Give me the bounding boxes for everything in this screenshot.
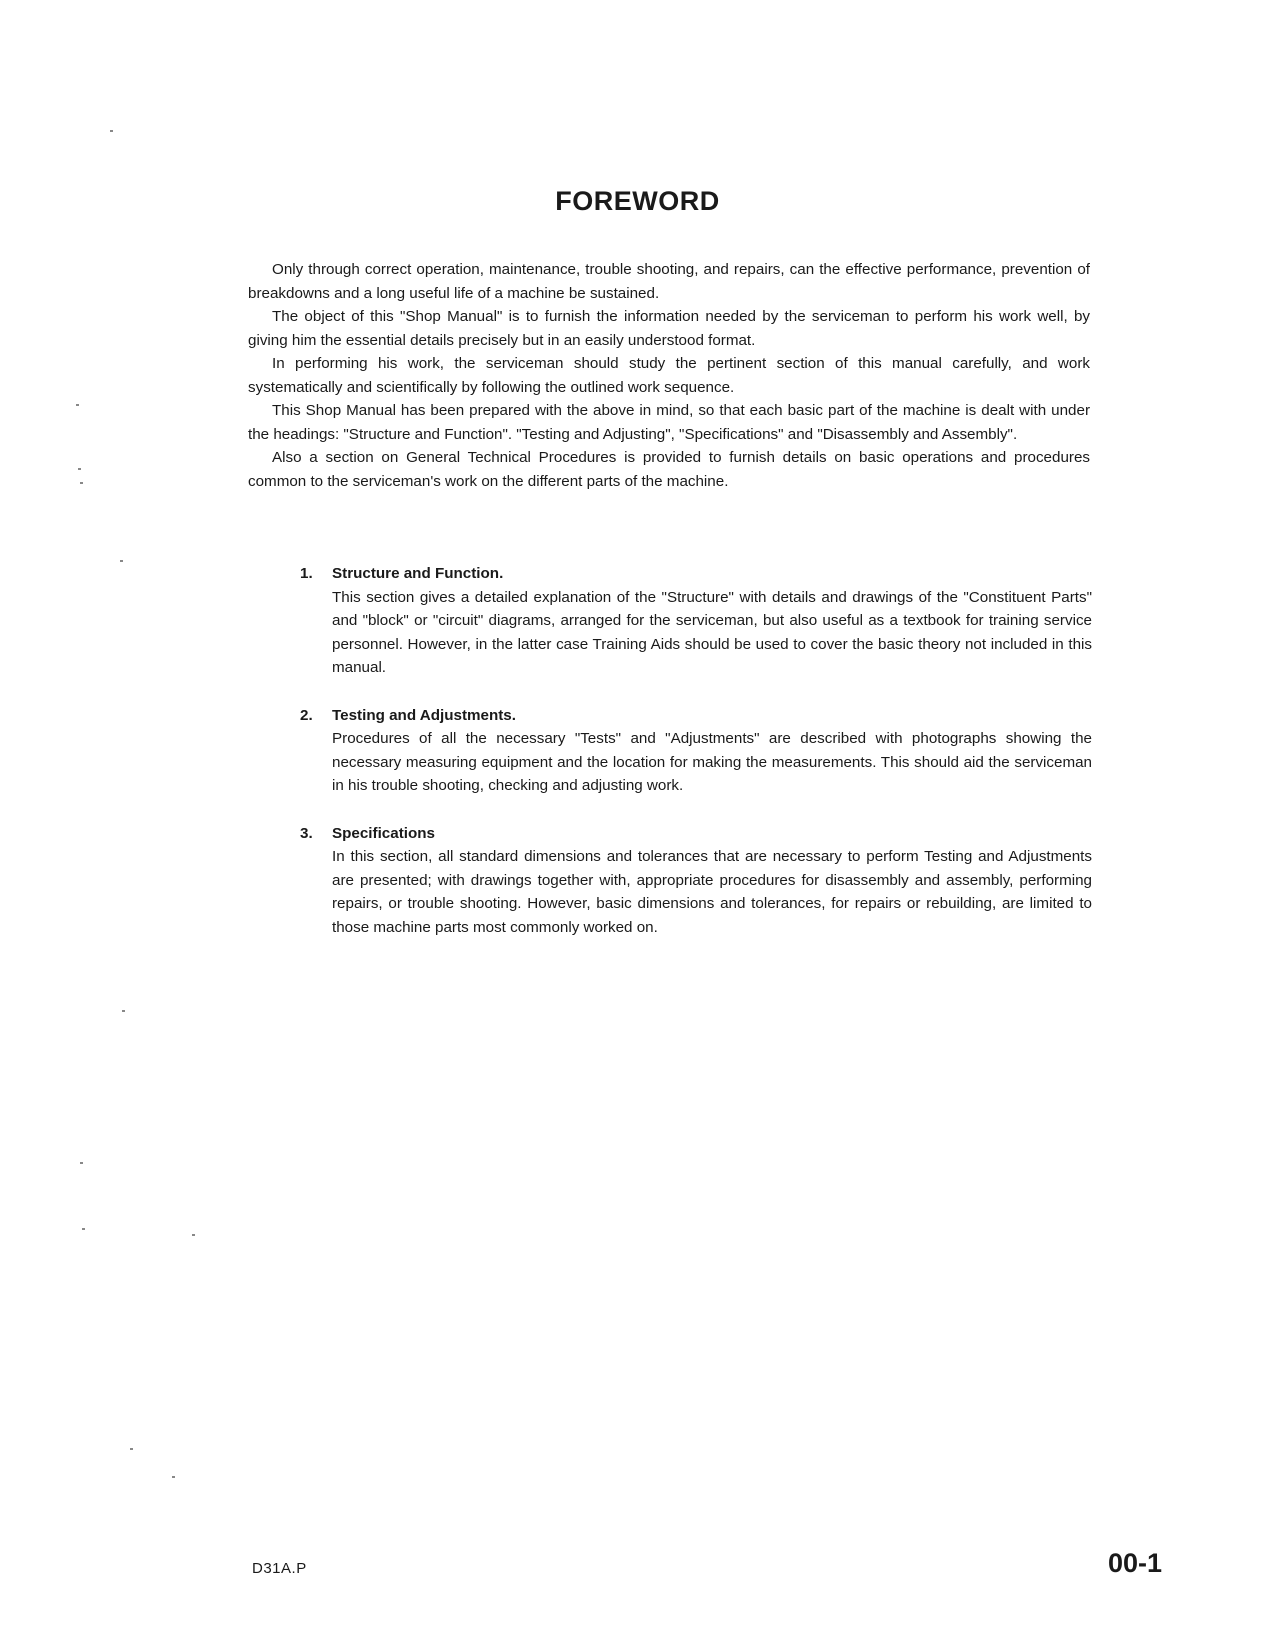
intro-paragraph: Only through correct operation, maintenance, trouble shooting, and repairs, can the effective performance, prevention of breakdowns and a long useful life of a machine be sustained. <box>248 261 1090 302</box>
scan-speck <box>78 468 81 470</box>
section-number: 2. <box>300 706 313 724</box>
intro-paragraph: In performing his work, the serviceman should study the pertinent section of this manual carefully, and work systematically and scientifically by following the outlined work sequence. <box>248 355 1090 396</box>
model-code: D31A.P <box>252 1560 307 1577</box>
section-heading <box>300 562 1092 586</box>
scan-speck <box>130 1448 133 1450</box>
scan-speck <box>76 404 79 406</box>
section-heading <box>300 704 1092 728</box>
section-body: Procedures of all the necessary "Tests" and "Adjustments" are described with photographs showing the necessary measuring equipment and the location for making the measurements. This should aid the serviceman in his trouble shooting, checking and adjusting work. <box>332 730 1092 794</box>
page-title: FOREWORD <box>555 186 720 216</box>
intro-paragraph: This Shop Manual has been prepared with the above in mind, so that each basic part of the machine is dealt with under the headings: "Structure and Function". "Testing and Adjusting", "Specifications" and "Disassembly and Assembly". <box>248 402 1090 443</box>
intro-paragraph: Also a section on General Technical Procedures is provided to furnish details on basic operations and procedures common to the serviceman's work on the different parts of the machine. <box>248 449 1090 490</box>
section-body: This section gives a detailed explanation of the "Structure" with details and drawings of the "Constituent Parts" and "block" or "circuit" diagrams, arranged for the serviceman, but also useful as a textbook for training service personnel. However, in the latter case Training Aids should be used to cover the basic theory not included in this manual. <box>332 588 1092 676</box>
intro-text <box>248 258 1090 493</box>
scan-speck <box>110 130 113 132</box>
section-title: Testing and Adjustments. <box>332 706 516 724</box>
scan-speck <box>122 1010 125 1012</box>
scan-speck <box>192 1234 195 1236</box>
scan-speck <box>172 1476 175 1478</box>
page-number: 00-1 <box>1107 1548 1162 1578</box>
section-title: Specifications <box>332 824 435 842</box>
scan-speck <box>80 1162 83 1164</box>
intro-paragraph: The object of this "Shop Manual" is to furnish the information needed by the serviceman to perform his work well, by giving him the essential details precisely but in an easily understood format. <box>248 308 1090 349</box>
section-list <box>300 562 1092 963</box>
section-number: 3. <box>300 824 313 842</box>
section-structure-and-function <box>300 562 1092 680</box>
section-number: 1. <box>300 565 313 582</box>
section-specifications <box>300 822 1092 940</box>
scan-speck <box>80 482 83 484</box>
section-testing-and-adjustments <box>300 704 1092 798</box>
section-heading <box>300 822 1092 846</box>
scan-speck <box>120 560 123 562</box>
scan-speck <box>82 1228 85 1230</box>
section-title: Structure and Function. <box>332 565 504 582</box>
section-body: In this section, all standard dimensions and tolerances that are necessary to perform Testing and Adjustments are presented; with drawings together with, appropriate procedures for disassembly and assembly, performing repairs, or trouble shooting. However, basic dimensions and tolerances, for repairs or rebuilding, are limited to those machine parts most commonly worked on. <box>332 848 1092 936</box>
